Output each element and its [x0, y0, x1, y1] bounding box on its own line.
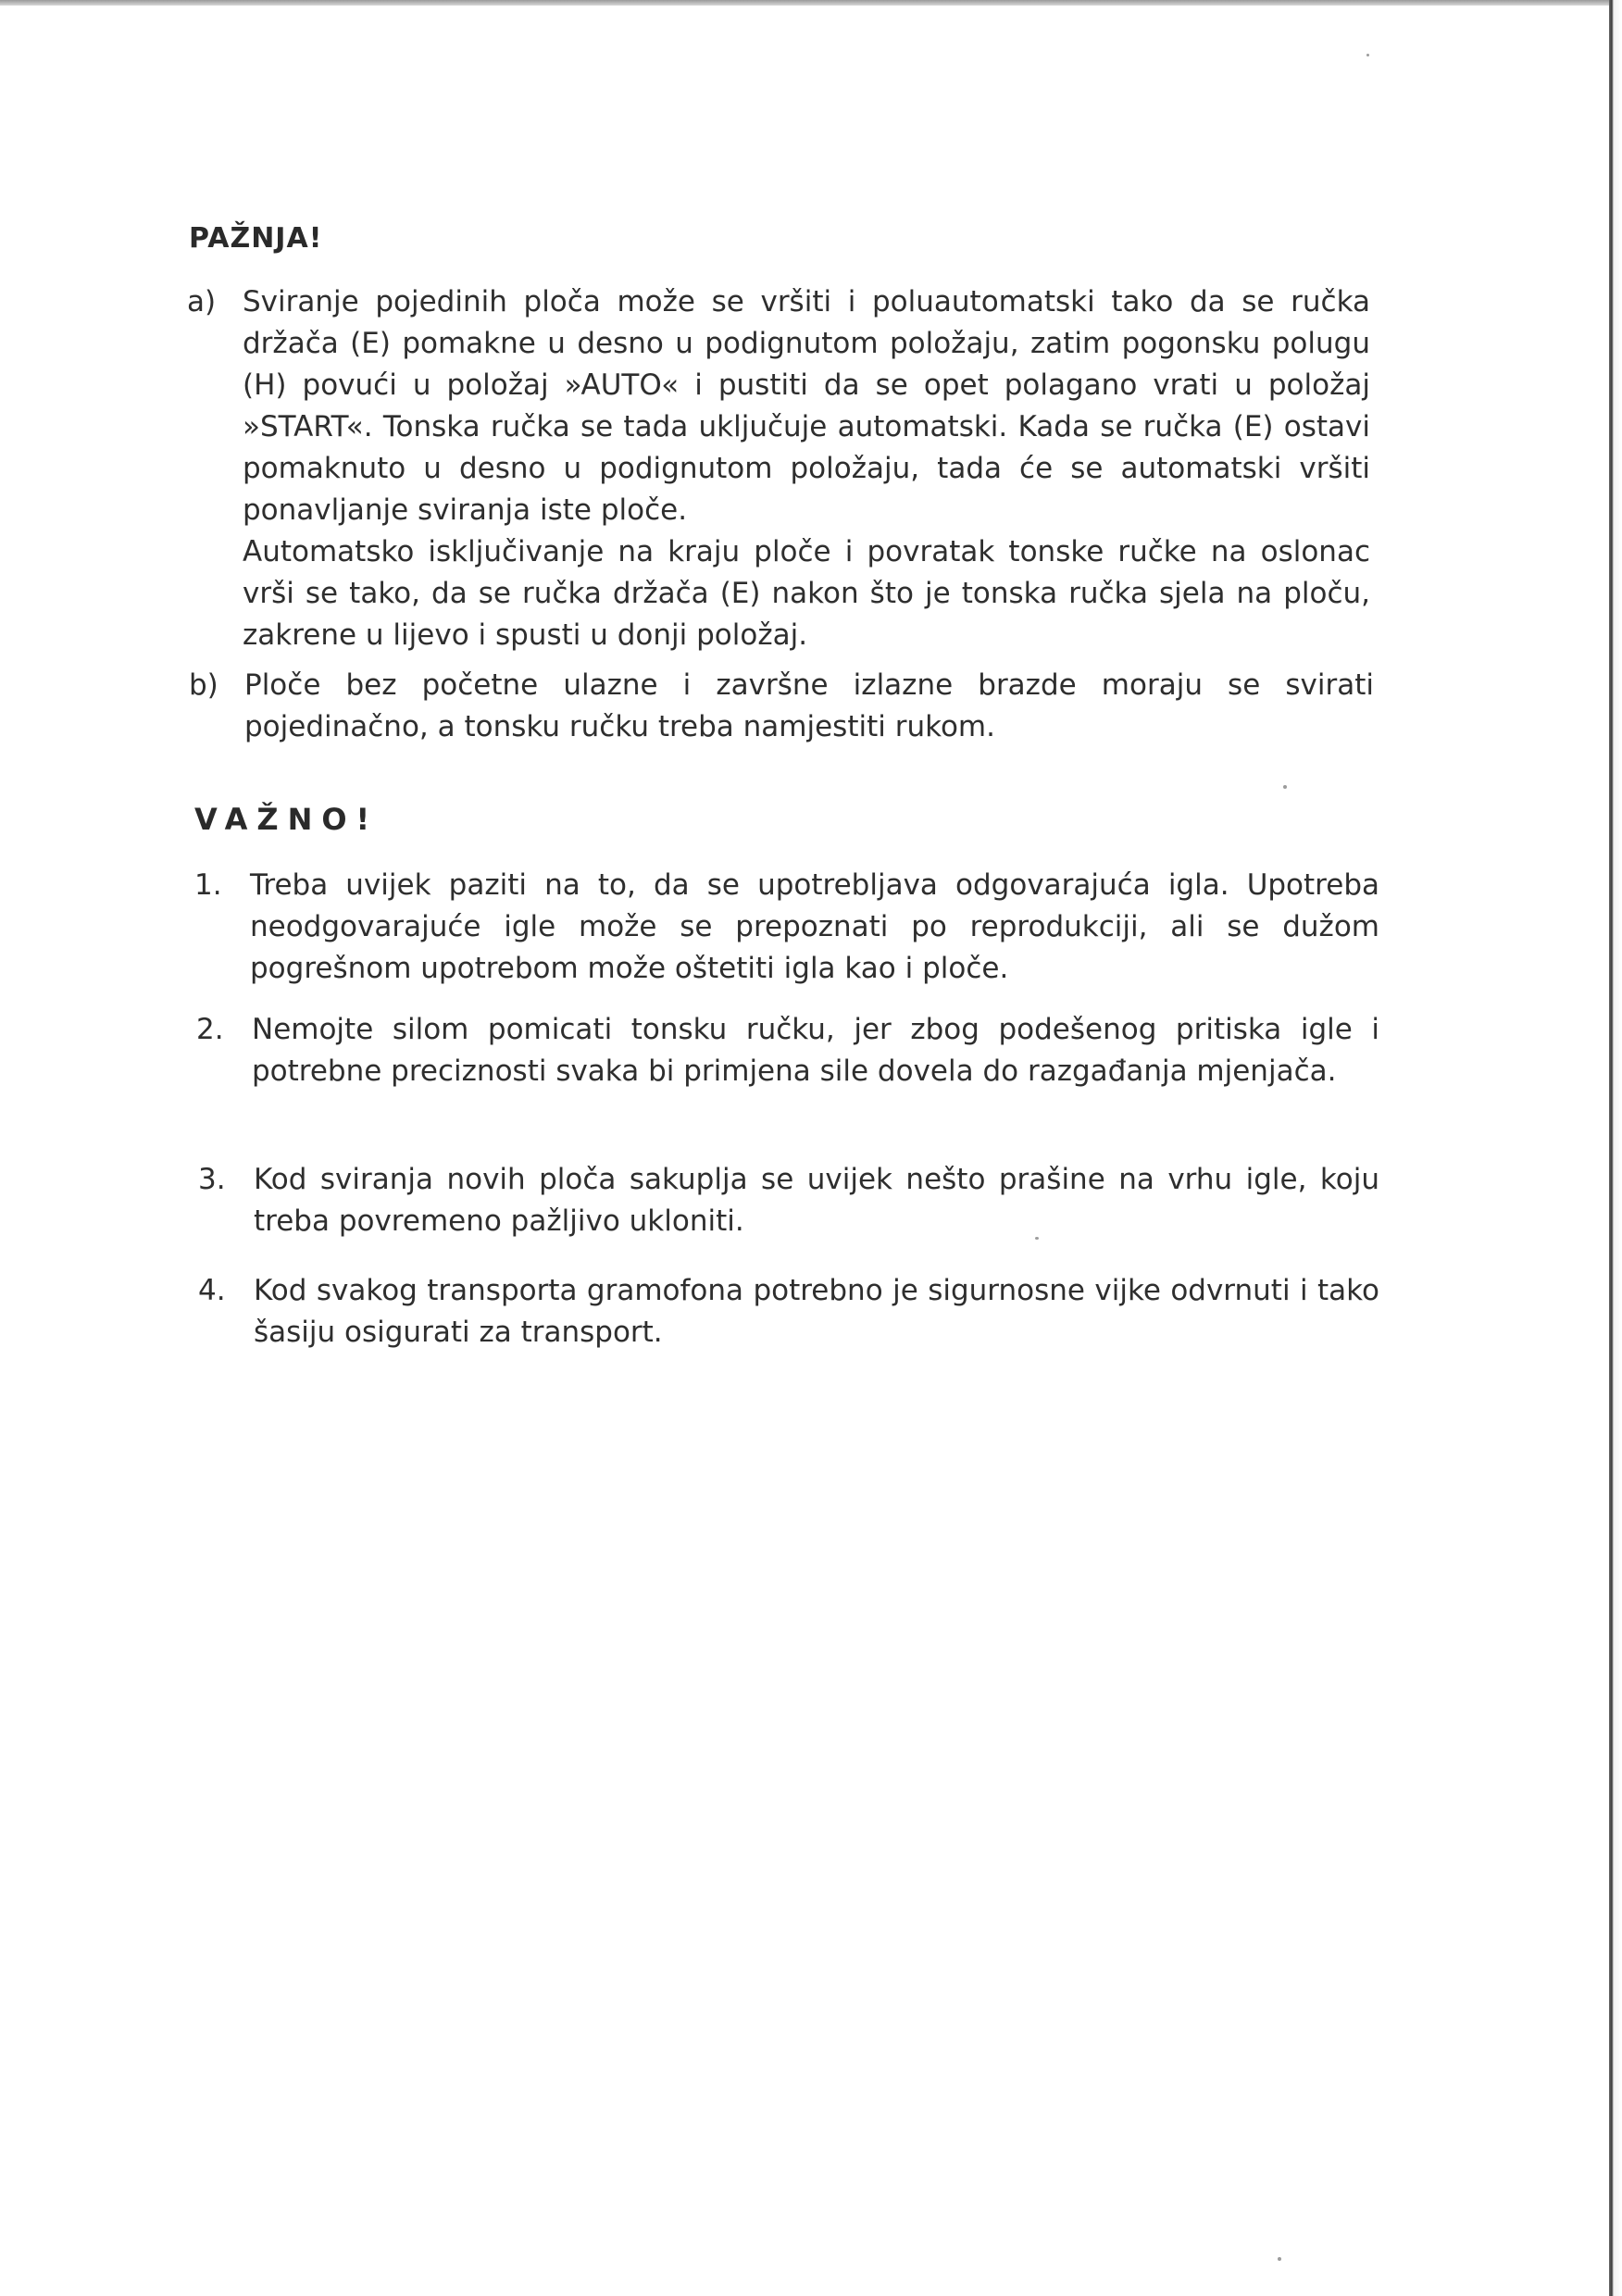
page-binding-edge	[1609, 0, 1622, 2296]
warning-item-b-marker: b)	[189, 668, 218, 702]
important-item-1: Treba uvijek paziti na to, da se upotrebljava odgovarajuća igla. Upotreba neodgovarajuće igle može se prepoznati po reprodukciji, ali se dužom pogrešnom upotrebom može oštetiti igla kao i ploče.	[250, 868, 1379, 985]
warning-item-a-marker: a)	[187, 285, 217, 318]
warning-item-b: Ploče bez početne ulazne i završne izlazne brazde moraju se svirati pojedinačno, a tonsku ručku treba namjestiti rukom.	[244, 668, 1374, 743]
scan-speck	[1283, 785, 1287, 789]
important-item-2: Nemojte silom pomicati tonsku ručku, jer zbog podešenog pritiska igle i potrebne preciznosti svaka bi primjena sile dovela do razgađanja mjenjača.	[252, 1013, 1379, 1088]
important-heading: VAŽNO!	[194, 802, 380, 837]
important-item-2-number: 2.	[196, 1013, 224, 1046]
important-item-3-number: 3.	[198, 1163, 226, 1196]
important-item-3: Kod sviranja novih ploča sakuplja se uvijek nešto prašine na vrhu igle, koju treba povremeno pažljivo ukloniti.	[254, 1163, 1379, 1238]
important-item-1-number: 1.	[194, 868, 222, 902]
warning-item-a-paragraph-1: Sviranje pojedinih ploča može se vršiti i poluautomatski tako da se ručka držača (E) pomakne u desno u podignutom položaju, zatim pogonsku polugu (H) povući u položaj »AUTO« i pustiti da se opet polagano vrati u položaj »START«. Tonska ručka se tada uključuje automatski. Kada se ručka (E) ostavi pomaknuto u desno u podignutom položaju, tada će se automatski vršiti ponavljanje sviranja iste ploče.	[243, 285, 1370, 527]
scan-speck	[1366, 54, 1369, 56]
scan-speck	[1035, 1237, 1039, 1240]
page-top-edge	[0, 0, 1622, 6]
warning-item-a-paragraph-2: Automatsko isključivanje na kraju ploče i povratak tonske ručke na oslonac vrši se tako, da se ručka držača (E) nakon što je tonska ručka sjela na ploču, zakrene u lijevo i spusti u donji položaj.	[243, 535, 1370, 652]
important-item-4-number: 4.	[198, 1274, 226, 1307]
warning-item-a	[243, 281, 1370, 656]
warning-heading: PAŽNJA!	[189, 222, 323, 255]
important-item-4: Kod svakog transporta gramofona potrebno je sigurnosne vijke odvrnuti i tako šasiju osigurati za transport.	[254, 1274, 1379, 1349]
scan-speck	[1278, 2257, 1281, 2261]
